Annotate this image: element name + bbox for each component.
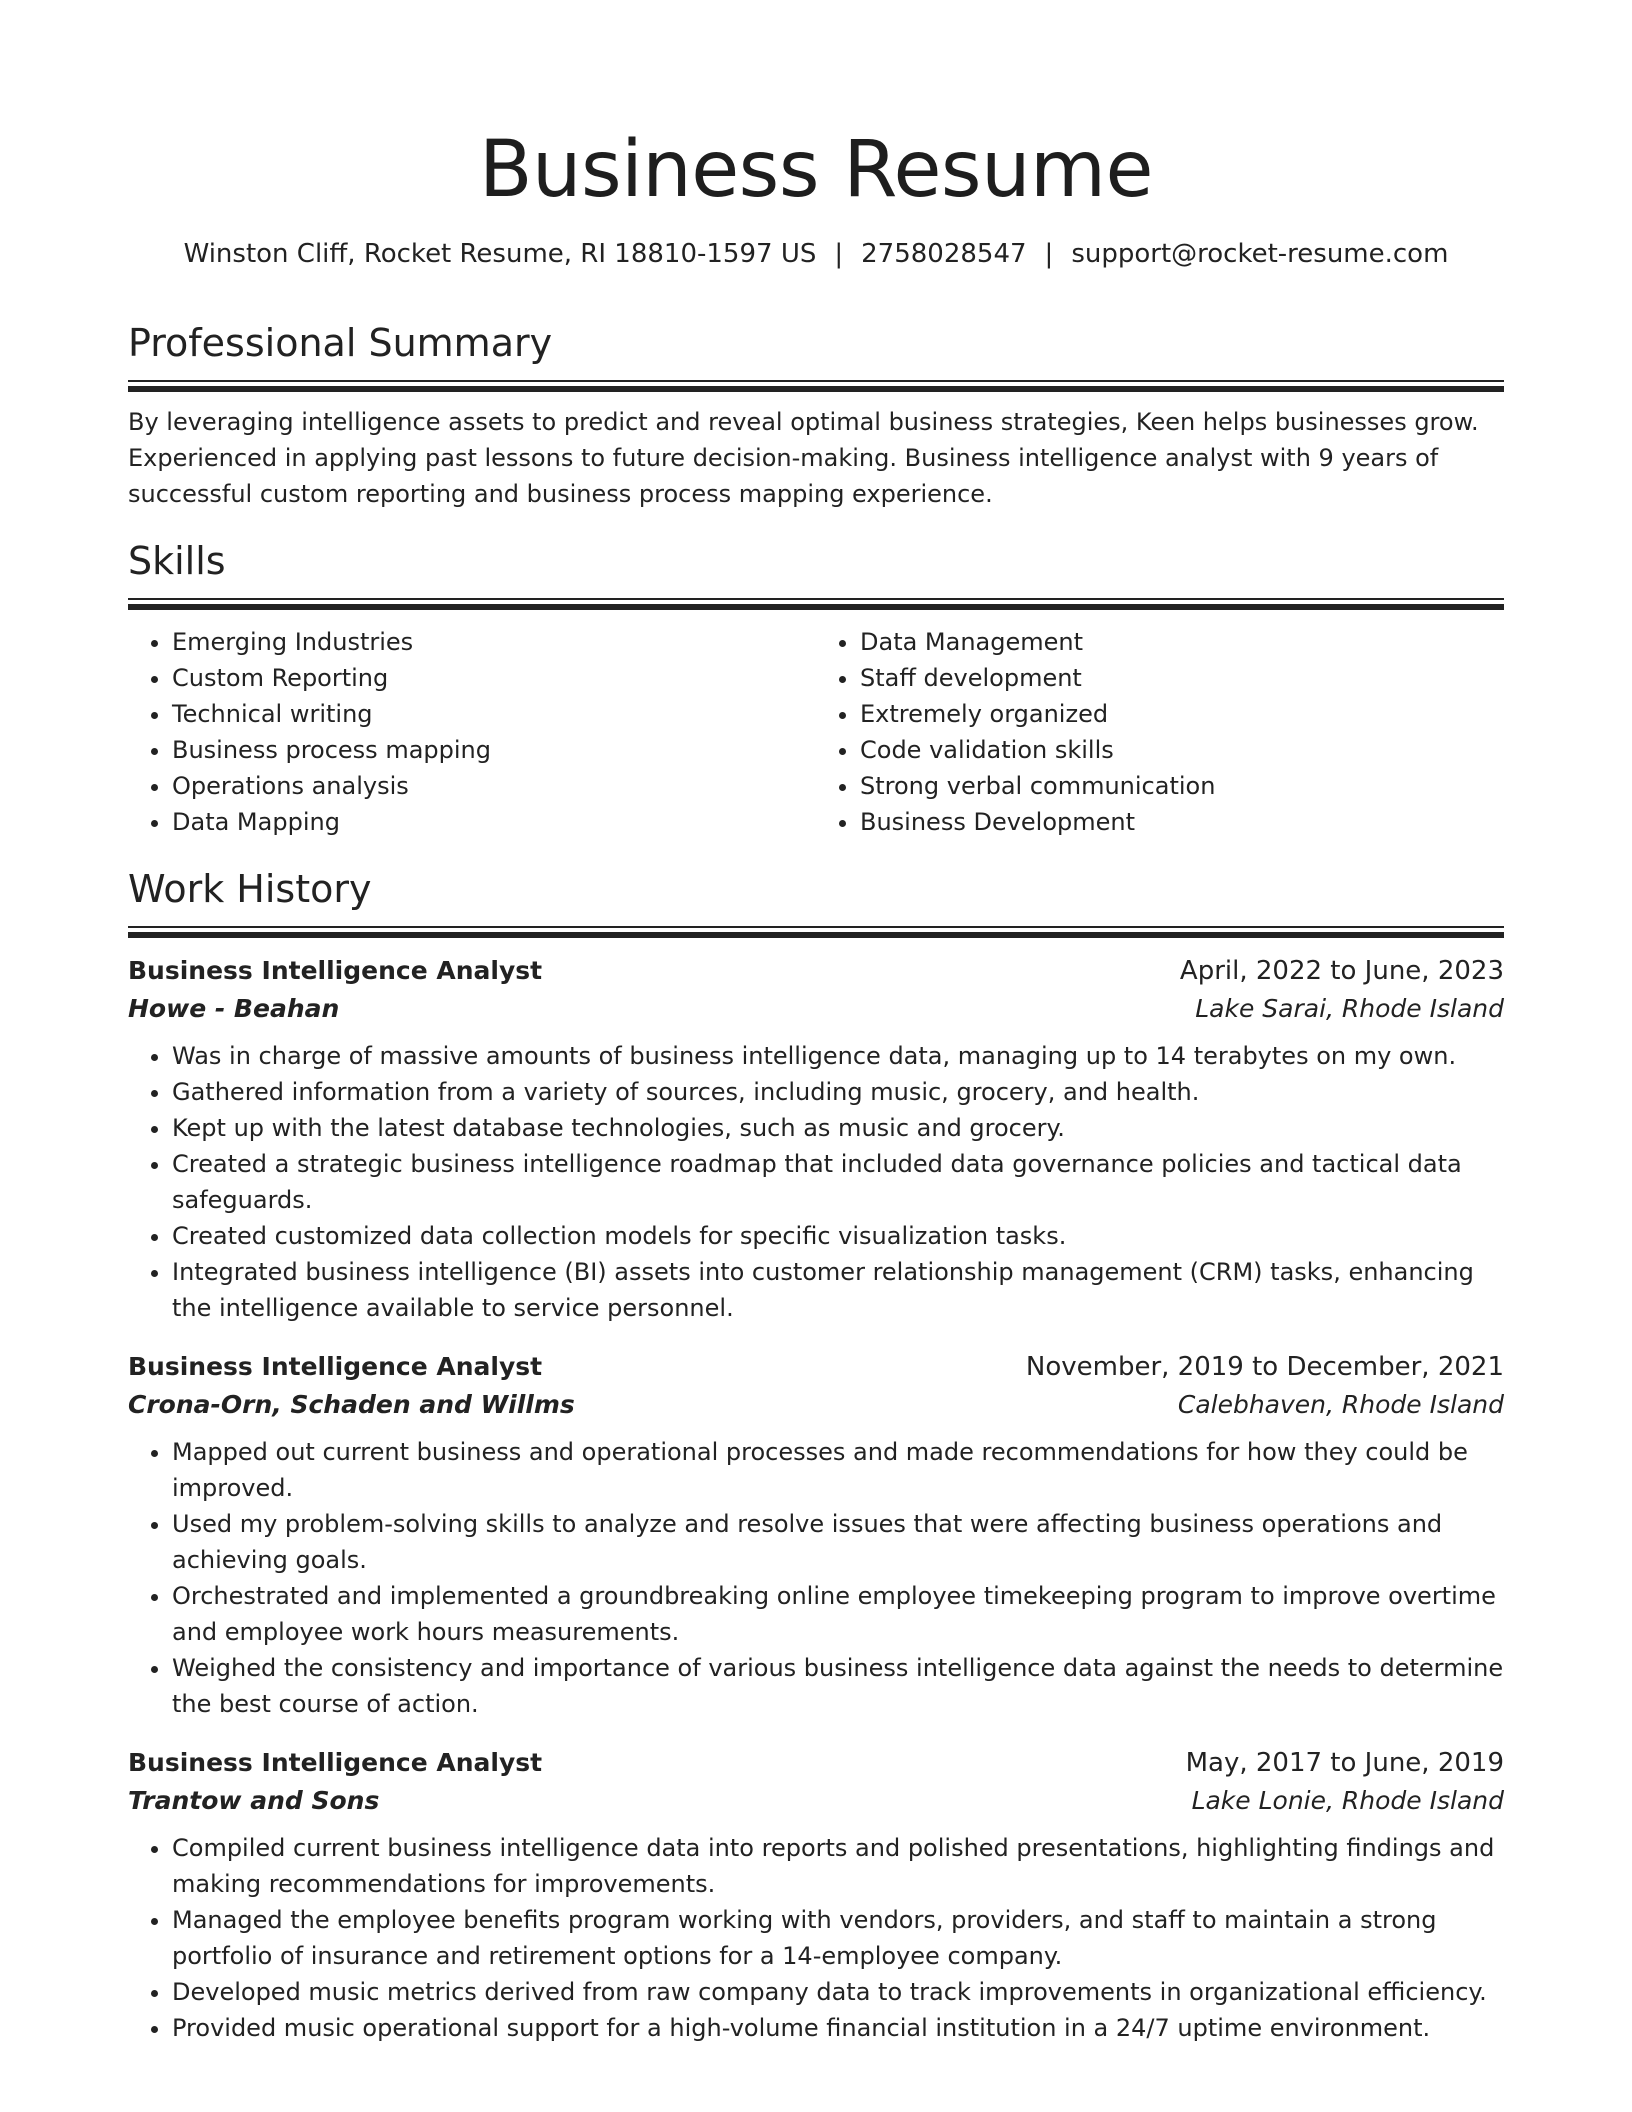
job-location: Calebhaven, Rhode Island xyxy=(1177,1390,1504,1419)
job-bullet: • Kept up with the latest database technologies, such as music and grocery. xyxy=(172,1110,1504,1146)
job-company: Howe - Beahan xyxy=(128,994,340,1023)
skill-item: • Custom Reporting xyxy=(172,660,816,696)
skills-list-right xyxy=(816,624,1504,840)
skill-item: • Data Mapping xyxy=(172,804,816,840)
job-company: Trantow and Sons xyxy=(128,1786,380,1815)
section-heading: Work History xyxy=(128,867,372,911)
job-bullets xyxy=(128,1434,1504,1722)
job-header xyxy=(128,952,1504,990)
job-bullet: • Provided music operational support for a high-volume financial institution in a 24/7 uptime environment. xyxy=(172,2010,1504,2046)
contact-phone: 2758028547 xyxy=(861,239,1027,269)
job-entry xyxy=(128,1348,1504,1722)
section-divider xyxy=(128,598,1504,610)
job-bullet: • Managed the employee benefits program working with vendors, providers, and staff to maintain a strong portfolio of insurance and retirement options for a 14-employee company. xyxy=(172,1902,1504,1974)
work-history-section xyxy=(128,864,1504,2046)
job-subheader xyxy=(128,1782,1504,1820)
job-location: Lake Sarai, Rhode Island xyxy=(1195,994,1504,1023)
section-heading: Professional Summary xyxy=(128,321,553,365)
section-heading: Skills xyxy=(128,539,226,583)
resume-title: Business Resume xyxy=(479,125,1153,215)
skills-columns xyxy=(128,624,1504,840)
skill-item: • Technical writing xyxy=(172,696,816,732)
summary-text: By leveraging intelligence assets to predict and reveal optimal business strategies, Keen helps businesses grow. Experienced in applying past lessons to future decision-making. Business intelligence analyst with 9 years of successful custom reporting and business process mapping experience. xyxy=(128,408,1479,508)
skills-section xyxy=(128,536,1504,840)
contact-separator: | xyxy=(1044,239,1054,269)
skill-item: • Staff development xyxy=(860,660,1504,696)
job-bullet: • Created a strategic business intelligence roadmap that included data governance policies and tactical data safeguards. xyxy=(172,1146,1504,1218)
contact-line xyxy=(128,236,1504,272)
job-subheader xyxy=(128,1386,1504,1424)
job-location: Lake Lonie, Rhode Island xyxy=(1191,1786,1504,1815)
job-bullet: • Integrated business intelligence (BI) assets into customer relationship management (CRM) tasks, enhancing the intelligence available to service personnel. xyxy=(172,1254,1504,1326)
job-header xyxy=(128,1744,1504,1782)
professional-summary-section xyxy=(128,318,1504,512)
job-entry xyxy=(128,952,1504,1326)
job-bullet: • Compiled current business intelligence data into reports and polished presentations, highlighting findings and making recommendations for improvements. xyxy=(172,1830,1504,1902)
job-dates: April, 2022 to June, 2023 xyxy=(1179,956,1504,986)
job-dates: May, 2017 to June, 2019 xyxy=(1185,1748,1504,1778)
job-company: Crona-Orn, Schaden and Willms xyxy=(128,1390,575,1419)
job-entry xyxy=(128,1744,1504,2046)
job-bullets xyxy=(128,1038,1504,1326)
job-bullet: • Orchestrated and implemented a groundbreaking online employee timekeeping program to improve overtime and employee work hours measurements. xyxy=(172,1578,1504,1650)
skill-item: • Emerging Industries xyxy=(172,624,816,660)
section-divider xyxy=(128,380,1504,392)
job-bullet: • Gathered information from a variety of sources, including music, grocery, and health. xyxy=(172,1074,1504,1110)
skill-item: • Operations analysis xyxy=(172,768,816,804)
job-bullet: • Used my problem-solving skills to analyze and resolve issues that were affecting business operations and achieving goals. xyxy=(172,1506,1504,1578)
job-bullet: • Was in charge of massive amounts of business intelligence data, managing up to 14 terabytes on my own. xyxy=(172,1038,1504,1074)
job-dates: November, 2019 to December, 2021 xyxy=(1025,1352,1504,1382)
job-bullets xyxy=(128,1830,1504,2046)
contact-separator: | xyxy=(834,239,844,269)
job-bullet: • Developed music metrics derived from raw company data to track improvements in organizational efficiency. xyxy=(172,1974,1504,2010)
job-bullet: • Weighed the consistency and importance of various business intelligence data against the needs to determine the best course of action. xyxy=(172,1650,1504,1722)
skill-item: • Business Development xyxy=(860,804,1504,840)
skills-list-left xyxy=(128,624,816,840)
job-bullet: • Created customized data collection models for specific visualization tasks. xyxy=(172,1218,1504,1254)
contact-email[interactable]: support@rocket-resume.com xyxy=(1071,239,1449,269)
job-title: Business Intelligence Analyst xyxy=(128,1748,543,1777)
section-divider xyxy=(128,926,1504,938)
skill-item: • Strong verbal communication xyxy=(860,768,1504,804)
skill-item: • Code validation skills xyxy=(860,732,1504,768)
skill-item: • Data Management xyxy=(860,624,1504,660)
skill-item: • Extremely organized xyxy=(860,696,1504,732)
skill-item: • Business process mapping xyxy=(172,732,816,768)
job-title: Business Intelligence Analyst xyxy=(128,1352,543,1381)
contact-address: Winston Cliff, Rocket Resume, RI 18810-1597 US xyxy=(183,239,817,269)
job-header xyxy=(128,1348,1504,1386)
job-title: Business Intelligence Analyst xyxy=(128,956,543,985)
job-bullet: • Mapped out current business and operational processes and made recommendations for how they could be improved. xyxy=(172,1434,1504,1506)
job-subheader xyxy=(128,990,1504,1028)
